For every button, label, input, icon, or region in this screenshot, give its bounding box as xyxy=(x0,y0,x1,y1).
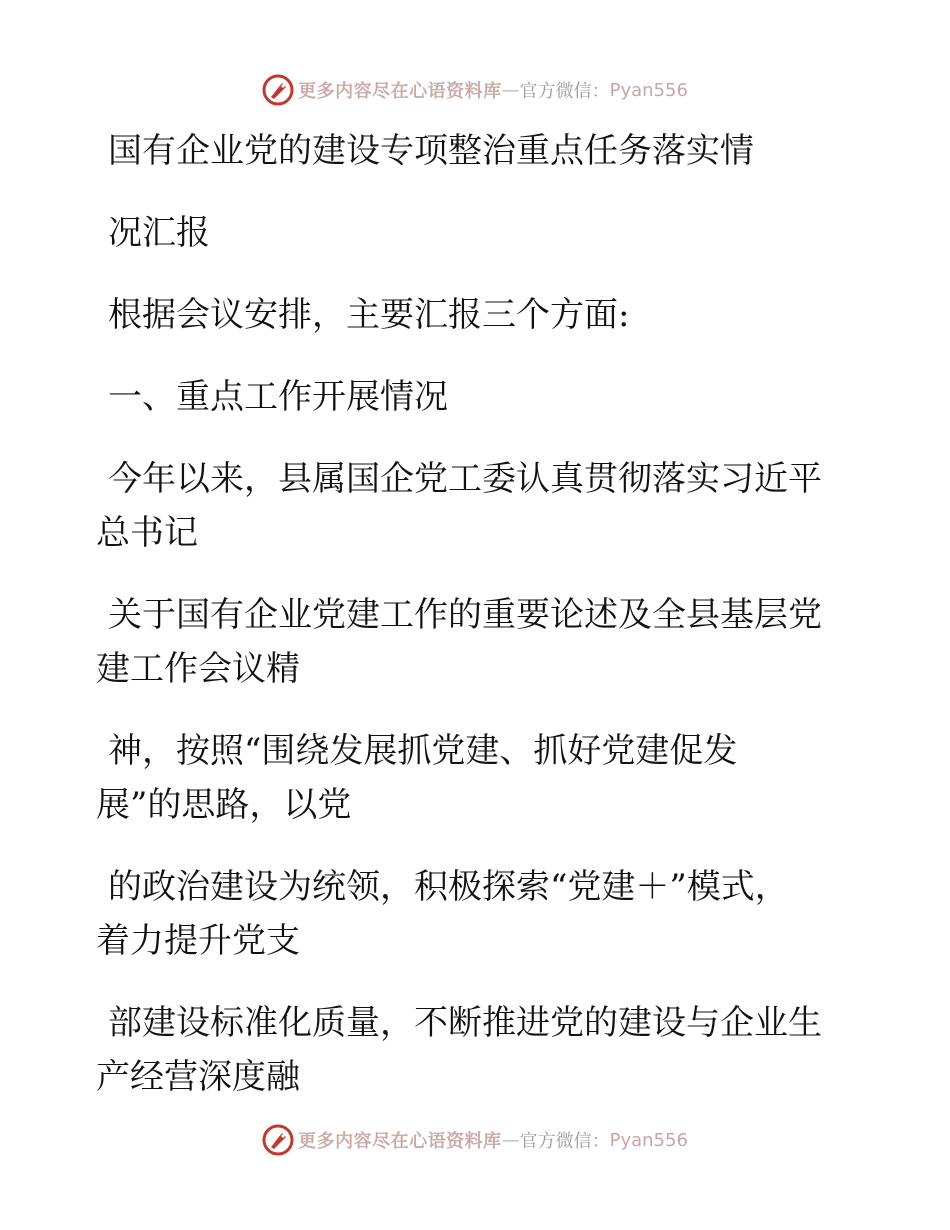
paragraph xyxy=(96,860,836,968)
paragraph xyxy=(96,124,836,178)
paragraph-line: 一、重点工作开展情况 xyxy=(108,377,448,417)
paragraph-line-continued: 建工作会议精 xyxy=(96,649,300,689)
watermark-label: 官方微信： xyxy=(519,1131,610,1152)
paragraph xyxy=(96,588,836,696)
paragraph-line-continued: 产经营深度融 xyxy=(96,1057,300,1097)
paragraph-line-continued: 总书记 xyxy=(96,513,198,553)
paragraph-line: 的政治建设为统领，积极探索“党建＋”模式， xyxy=(108,867,789,907)
paragraph xyxy=(96,452,836,560)
document-body xyxy=(96,124,836,1132)
paragraph xyxy=(96,288,836,342)
paragraph-line: 神，按照“围绕发展抓党建、抓好党建促发 xyxy=(108,731,738,771)
watermark-brand: 更多内容尽在心语资料库 xyxy=(298,1131,502,1152)
paragraph-line: 今年以来，县属国企党工委认真贯彻落实习近平 xyxy=(108,459,822,499)
paragraph-line: 关于国有企业党建工作的重要论述及全县基层党 xyxy=(108,595,822,635)
paragraph-line: 部建设标准化质量，不断推进党的建设与企业生 xyxy=(108,1003,822,1043)
watermark-label: 官方微信： xyxy=(519,81,610,102)
paragraph xyxy=(96,206,836,260)
watermark-dash: — xyxy=(501,79,520,101)
footer-watermark xyxy=(0,1120,950,1160)
paragraph xyxy=(96,724,836,832)
paragraph-line-continued: 着力提升党支 xyxy=(96,921,300,961)
pen-nib-logo-icon xyxy=(262,74,294,106)
watermark-id: Pyan556 xyxy=(609,1129,688,1151)
watermark-brand: 更多内容尽在心语资料库 xyxy=(298,81,502,102)
section-heading xyxy=(96,370,836,424)
header-watermark xyxy=(0,70,950,110)
paragraph-line: 况汇报 xyxy=(108,213,210,253)
paragraph xyxy=(96,996,836,1104)
paragraph-line: 国有企业党的建设专项整治重点任务落实情 xyxy=(108,131,754,171)
watermark-dash: — xyxy=(501,1129,520,1151)
paragraph-line-continued: 展”的思路，以党 xyxy=(96,785,352,825)
paragraph-line: 根据会议安排，主要汇报三个方面: xyxy=(108,295,630,335)
pen-nib-logo-icon xyxy=(262,1124,294,1156)
watermark-id: Pyan556 xyxy=(609,79,688,101)
